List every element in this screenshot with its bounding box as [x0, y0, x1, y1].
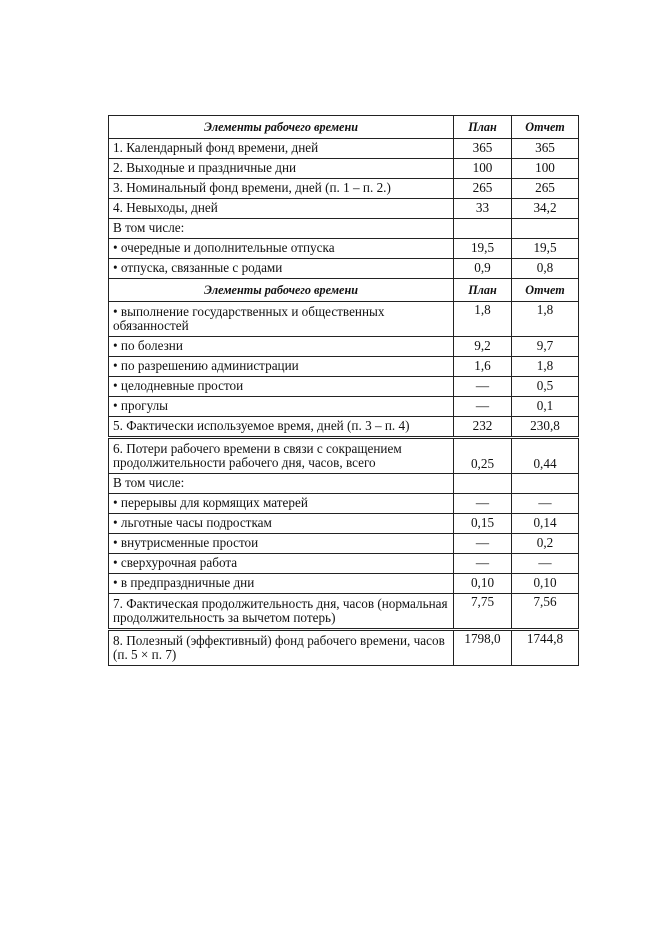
table-row: [109, 438, 579, 474]
row-label: • в предпраздничные дни: [109, 574, 454, 594]
row-label: 3. Номинальный фонд времени, дней (п. 1 – п. 2.): [109, 179, 454, 199]
plan-value: 0,15: [454, 514, 512, 534]
row-label: В том числе:: [109, 474, 454, 494]
row-label: 1. Календарный фонд времени, дней: [109, 139, 454, 159]
report-value: 0,5: [512, 377, 579, 397]
table-row: [109, 139, 579, 159]
plan-value: 9,2: [454, 337, 512, 357]
report-value: 365: [512, 139, 579, 159]
report-value: 9,7: [512, 337, 579, 357]
report-value: 7,56: [512, 594, 579, 630]
plan-value: 19,5: [454, 239, 512, 259]
plan-value: 265: [454, 179, 512, 199]
row-label: • очередные и дополнительные отпуска: [109, 239, 454, 259]
table-row: [109, 259, 579, 279]
plan-value: 232: [454, 417, 512, 438]
table-row: [109, 554, 579, 574]
row-label: В том числе:: [109, 219, 454, 239]
row-label: • выполнение государственных и общественных обязанностей: [109, 302, 454, 337]
plan-value: [454, 219, 512, 239]
row-label: 8. Полезный (эффективный) фонд рабочего времени, часов (п. 5 × п. 7): [109, 630, 454, 666]
plan-value: —: [454, 377, 512, 397]
column-header-report: Отчет: [512, 279, 579, 302]
plan-value: 0,25: [454, 438, 512, 474]
plan-value: 7,75: [454, 594, 512, 630]
report-value: 34,2: [512, 199, 579, 219]
plan-value: 1798,0: [454, 630, 512, 666]
report-value: [512, 219, 579, 239]
report-value: —: [512, 554, 579, 574]
report-value: 0,2: [512, 534, 579, 554]
table-row: [109, 534, 579, 554]
report-value: 0,8: [512, 259, 579, 279]
table-row: [109, 357, 579, 377]
report-value: 1,8: [512, 302, 579, 337]
table-row: [109, 179, 579, 199]
report-value: 0,14: [512, 514, 579, 534]
row-label: • по болезни: [109, 337, 454, 357]
report-value: 230,8: [512, 417, 579, 438]
row-label: • сверхурочная работа: [109, 554, 454, 574]
plan-value: 1,6: [454, 357, 512, 377]
table-row: [109, 199, 579, 219]
plan-value: 365: [454, 139, 512, 159]
report-value: 265: [512, 179, 579, 199]
report-value: 0,1: [512, 397, 579, 417]
report-value: 0,10: [512, 574, 579, 594]
plan-value: 33: [454, 199, 512, 219]
table-row: [109, 337, 579, 357]
row-label: 7. Фактическая продолжительность дня, часов (нормальная продолжительность за вычетом потерь): [109, 594, 454, 630]
row-label: • целодневные простои: [109, 377, 454, 397]
table-header-row: [109, 116, 579, 139]
row-label: 6. Потери рабочего времени в связи с сокращением продолжительности рабочего дня, часов, всего: [109, 438, 454, 474]
work-time-table: [108, 115, 579, 666]
column-header-plan: План: [454, 279, 512, 302]
row-label: • льготные часы подросткам: [109, 514, 454, 534]
table-row: [109, 594, 579, 630]
row-label: • перерывы для кормящих матерей: [109, 494, 454, 514]
column-header-plan: План: [454, 116, 512, 139]
table-header-row-repeat: [109, 279, 579, 302]
report-value: [512, 474, 579, 494]
report-value: 1,8: [512, 357, 579, 377]
row-label: 4. Невыходы, дней: [109, 199, 454, 219]
report-value: 1744,8: [512, 630, 579, 666]
plan-value: —: [454, 494, 512, 514]
table-row: [109, 574, 579, 594]
plan-value: 100: [454, 159, 512, 179]
plan-value: —: [454, 397, 512, 417]
table-row: [109, 474, 579, 494]
row-label: 2. Выходные и праздничные дни: [109, 159, 454, 179]
plan-value: [454, 474, 512, 494]
table-row: [109, 302, 579, 337]
column-header-report: Отчет: [512, 116, 579, 139]
table-row: [109, 514, 579, 534]
row-label: • отпуска, связанные с родами: [109, 259, 454, 279]
table-row: [109, 377, 579, 397]
row-label: 5. Фактически используемое время, дней (п. 3 – п. 4): [109, 417, 454, 438]
plan-value: —: [454, 554, 512, 574]
table-row: [109, 219, 579, 239]
report-value: 19,5: [512, 239, 579, 259]
row-label: • по разрешению администрации: [109, 357, 454, 377]
table-row: [109, 239, 579, 259]
row-label: • прогулы: [109, 397, 454, 417]
column-header-elements: Элементы рабочего времени: [109, 279, 454, 302]
report-value: —: [512, 494, 579, 514]
table-row: [109, 417, 579, 438]
plan-value: 1,8: [454, 302, 512, 337]
table-row: [109, 397, 579, 417]
row-label: • внутрисменные простои: [109, 534, 454, 554]
plan-value: —: [454, 534, 512, 554]
report-value: 0,44: [512, 438, 579, 474]
work-time-table-container: [108, 115, 578, 666]
table-row: [109, 630, 579, 666]
table-row: [109, 494, 579, 514]
column-header-elements: Элементы рабочего времени: [109, 116, 454, 139]
report-value: 100: [512, 159, 579, 179]
plan-value: 0,9: [454, 259, 512, 279]
table-row: [109, 159, 579, 179]
plan-value: 0,10: [454, 574, 512, 594]
